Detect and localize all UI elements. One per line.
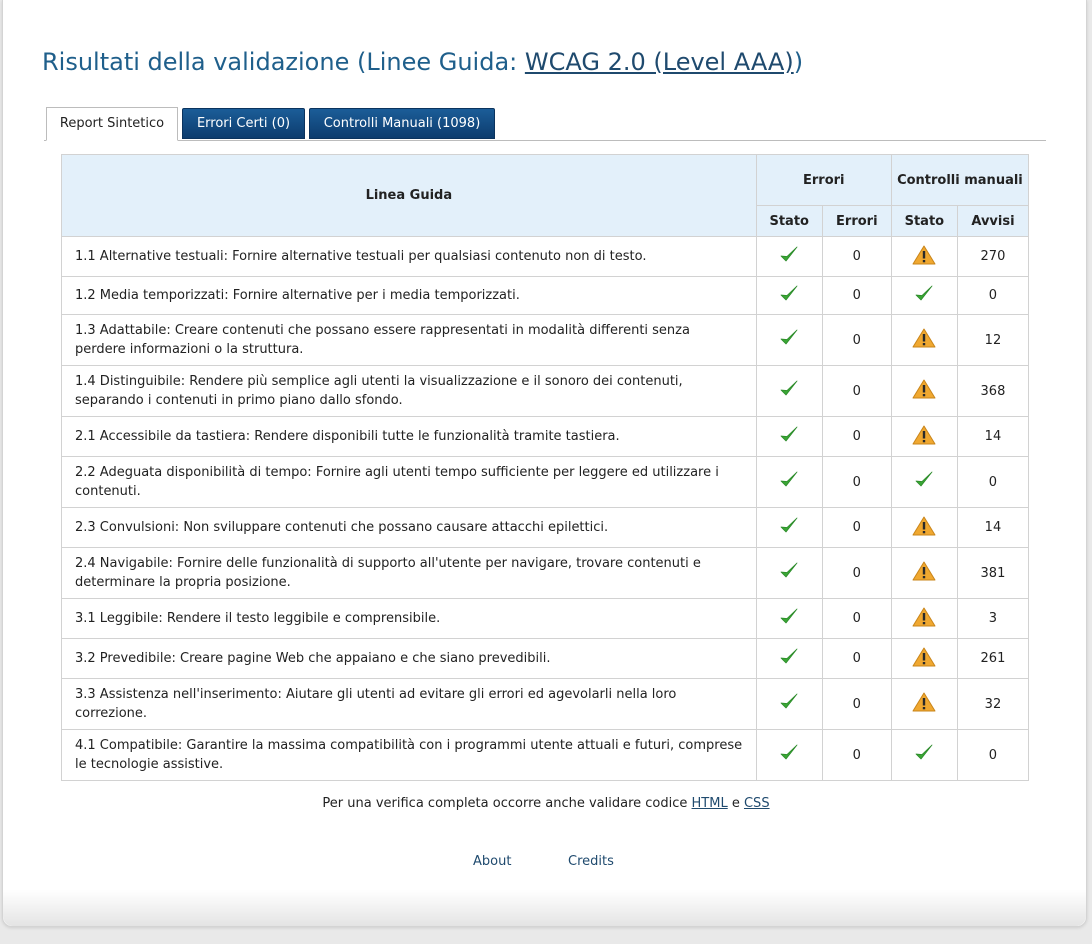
manual-status-cell [891,457,957,508]
header-warnings: Avvisi [957,206,1028,237]
guideline-text: 1.4 Distinguibile: Rendere più semplice agli utenti la visualizzazione e il sonoro dei contenuti, separando i contenuti in primo piano dallo sfondo. [62,366,757,417]
manual-status-cell [891,417,957,457]
guideline-text: 3.1 Leggibile: Rendere il testo leggibile e comprensibile. [62,599,757,639]
results-table [61,154,1029,781]
manual-status-cell [891,277,957,315]
check-icon [779,470,799,494]
page-title-suffix: ) [793,48,804,76]
error-count: 0 [822,315,891,366]
note-text: Per una verifica completa occorre anche validare codice [322,796,692,811]
guideline-text: 1.1 Alternative testuali: Fornire alternative testuali per qualsiasi contenuto non di testo. [62,237,757,277]
page-title [42,48,803,76]
guidelines-link[interactable]: WCAG 2.0 (Level AAA) [524,48,794,76]
check-icon [779,425,799,449]
manual-status-cell [891,508,957,548]
table-row [62,639,1029,679]
check-icon [779,245,799,269]
validation-note [0,796,1092,811]
table-row [62,366,1029,417]
warning-icon [912,245,936,269]
warning-count: 0 [957,730,1028,781]
note-conjunction: e [727,796,744,811]
check-icon [779,743,799,767]
page-bottom-shade [3,890,1086,926]
table-row [62,730,1029,781]
header-status-errors: Stato [756,206,822,237]
check-icon [779,607,799,631]
guideline-text: 2.4 Navigabile: Fornire delle funzionalità di supporto all'utente per navigare, trovare contenuti e determinare la propria posizione. [62,548,757,599]
check-icon [914,743,934,767]
manual-status-cell [891,679,957,730]
manual-status-cell [891,366,957,417]
manual-status-cell [891,548,957,599]
error-count: 0 [822,548,891,599]
table-row [62,457,1029,508]
tab-controlli-manuali[interactable]: Controlli Manuali (1098) [309,108,495,139]
table-row [62,237,1029,277]
guideline-text: 2.2 Adeguata disponibilità di tempo: Fornire agli utenti tempo sufficiente per leggere ed utilizzare i contenuti. [62,457,757,508]
tab-report-sintetico[interactable]: Report Sintetico [46,107,178,141]
error-count: 0 [822,277,891,315]
credits-link[interactable]: Credits [568,854,614,869]
table-row [62,277,1029,315]
warning-icon [912,328,936,352]
error-count: 0 [822,730,891,781]
manual-status-cell [891,237,957,277]
check-icon [779,692,799,716]
warning-icon [912,692,936,716]
guideline-text: 3.2 Prevedibile: Creare pagine Web che appaiano e che siano prevedibili. [62,639,757,679]
warning-count: 381 [957,548,1028,599]
header-errors-group: Errori [756,155,891,206]
guideline-text: 4.1 Compatibile: Garantire la massima compatibilità con i programmi utente attuali e futuri, comprese le tecnologie assistive. [62,730,757,781]
check-icon [779,328,799,352]
error-status-cell [756,237,822,277]
table-row [62,548,1029,599]
error-status-cell [756,548,822,599]
error-status-cell [756,417,822,457]
error-count: 0 [822,639,891,679]
guideline-text: 2.1 Accessibile da tastiera: Rendere disponibili tutte le funzionalità tramite tastiera. [62,417,757,457]
about-link[interactable]: About [473,854,512,869]
manual-status-cell [891,599,957,639]
error-count: 0 [822,599,891,639]
tab-bar [44,107,1046,141]
warning-count: 14 [957,508,1028,548]
warning-count: 14 [957,417,1028,457]
table-row [62,679,1029,730]
header-status-manual: Stato [891,206,957,237]
error-status-cell [756,366,822,417]
warning-icon [912,647,936,671]
error-status-cell [756,277,822,315]
error-status-cell [756,599,822,639]
error-status-cell [756,639,822,679]
table-row [62,315,1029,366]
header-guideline: Linea Guida [62,155,757,237]
error-status-cell [756,508,822,548]
manual-status-cell [891,315,957,366]
guideline-text: 1.3 Adattabile: Creare contenuti che possano essere rappresentati in modalità differenti senza perdere informazioni o la struttura. [62,315,757,366]
warning-icon [912,425,936,449]
warning-count: 32 [957,679,1028,730]
css-validator-link[interactable]: CSS [743,796,770,811]
table-row [62,508,1029,548]
error-status-cell [756,315,822,366]
warning-icon [912,561,936,585]
error-count: 0 [822,679,891,730]
warning-count: 261 [957,639,1028,679]
warning-icon [912,516,936,540]
table-row [62,599,1029,639]
error-status-cell [756,457,822,508]
manual-status-cell [891,639,957,679]
manual-status-cell [891,730,957,781]
guideline-text: 1.2 Media temporizzati: Fornire alternative per i media temporizzati. [62,277,757,315]
error-count: 0 [822,366,891,417]
check-icon [779,516,799,540]
header-errors-count: Errori [822,206,891,237]
warning-count: 270 [957,237,1028,277]
table-row [62,417,1029,457]
html-validator-link[interactable]: HTML [691,796,728,811]
error-status-cell [756,730,822,781]
error-count: 0 [822,237,891,277]
warning-count: 368 [957,366,1028,417]
check-icon [779,379,799,403]
warning-icon [912,607,936,631]
check-icon [779,561,799,585]
warning-icon [912,379,936,403]
guideline-text: 2.3 Convulsioni: Non sviluppare contenuti che possano causare attacchi epilettici. [62,508,757,548]
warning-count: 0 [957,277,1028,315]
warning-count: 0 [957,457,1028,508]
check-icon [779,647,799,671]
check-icon [914,470,934,494]
error-status-cell [756,679,822,730]
error-count: 0 [822,508,891,548]
warning-count: 12 [957,315,1028,366]
check-icon [779,284,799,308]
error-count: 0 [822,417,891,457]
tab-errori-certi[interactable]: Errori Certi (0) [182,108,305,139]
check-icon [914,284,934,308]
page-title-prefix: Risultati della validazione (Linee Guida: [42,48,525,76]
error-count: 0 [822,457,891,508]
header-manual-group: Controlli manuali [891,155,1028,206]
warning-count: 3 [957,599,1028,639]
guideline-text: 3.3 Assistenza nell'inserimento: Aiutare gli utenti ad evitare gli errori ed agevolarli nella loro correzione. [62,679,757,730]
